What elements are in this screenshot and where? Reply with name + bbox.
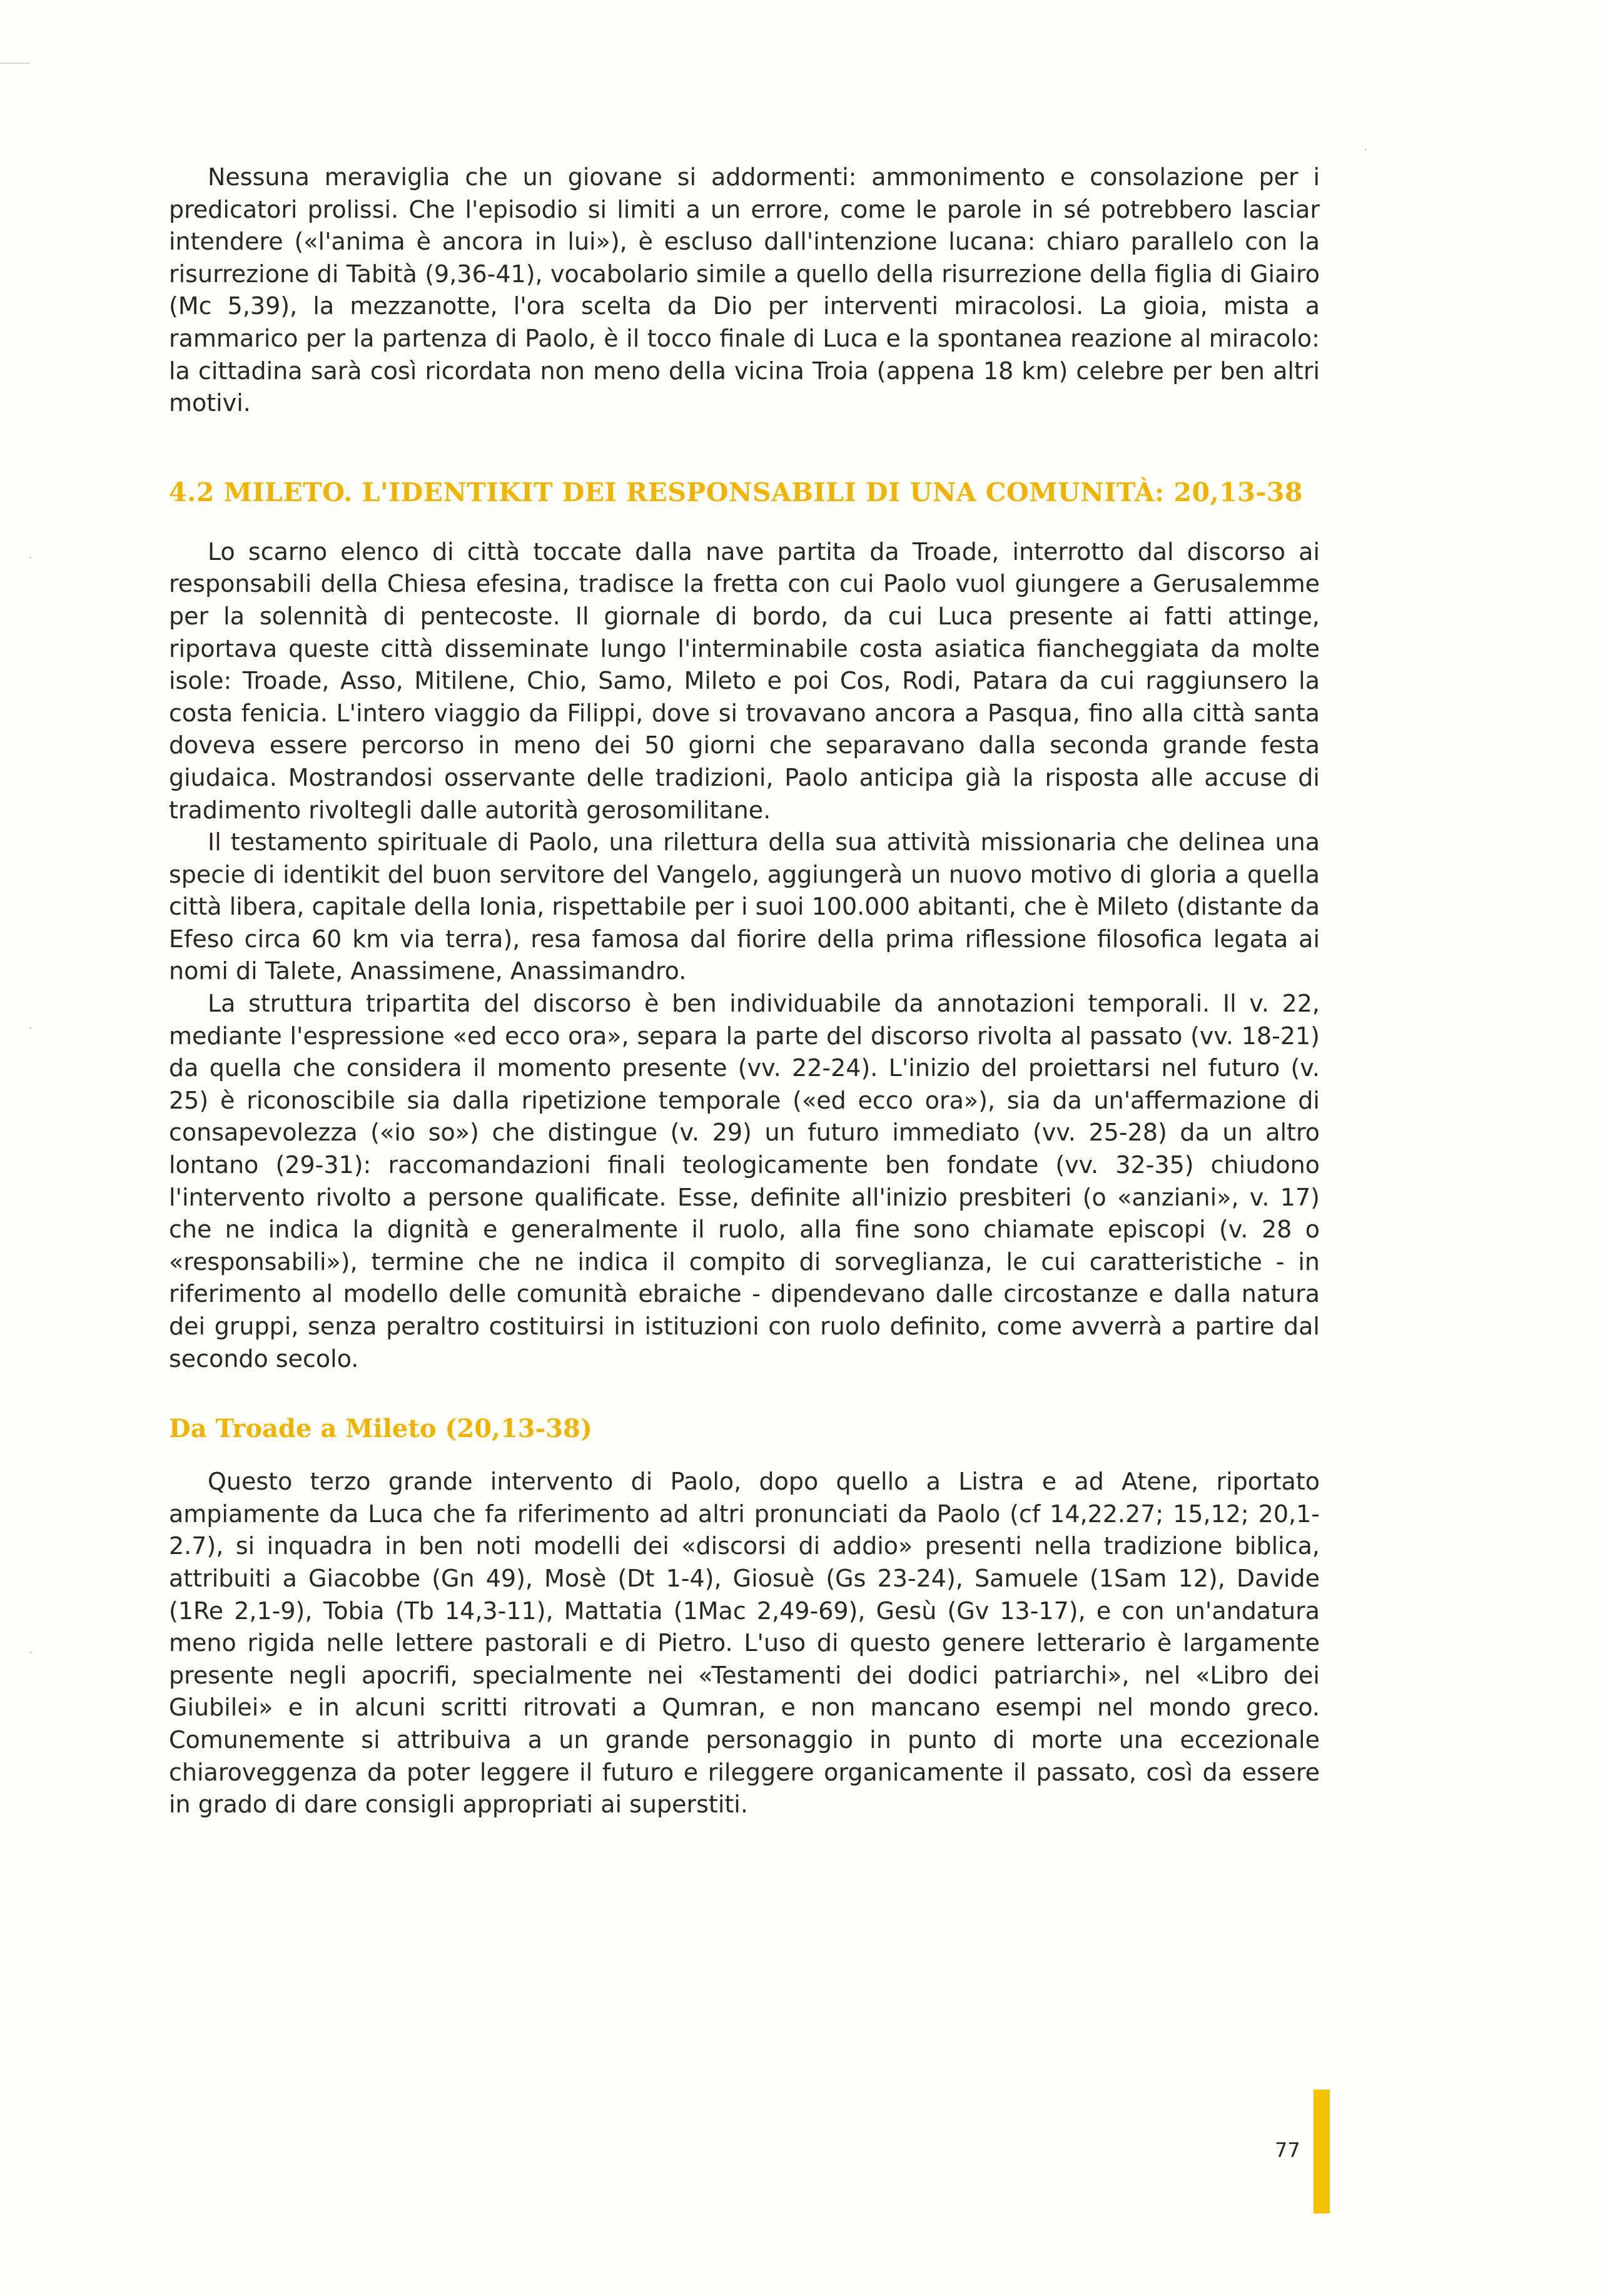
page-number: 77 — [1275, 2138, 1300, 2162]
page-accent-bar — [1314, 2090, 1330, 2213]
speck: · — [28, 1021, 33, 1037]
paragraph-section-1: Lo scarno elenco di città toccate dalla nave partita da Troade, interrotto dal discorso ai responsabili della Chiesa efesina, tradisce la fretta con cui Paolo vuol giungere a Gerusalemme per la solennità di pentecoste. Il giornale di bordo, da cui Luca presente ai fatti attinge, riportava queste città disseminate lungo l'interminabile costa asiatica fiancheggiata da molte isole: Troade, Asso, Mitilene, Chio, Samo, Mileto e poi Cos, Rodi, Patara da cui raggiunsero la costa fenicia. L'intero viaggio da Filippi, dove si trovavano ancora a Pasqua, fino alla città santa doveva essere percorso in meno dei 50 giorni che separavano dalla seconda grande festa giudaica. Mostrandosi osservante delle tradizioni, Paolo anticipa già la risposta alle accuse di tradimento rivoltegli dalle autorità gerosomilitane. — [169, 537, 1320, 824]
paragraph-sub-1: Questo terzo grande intervento di Paolo, dopo quello a Listra e ad Atene, riportato ampiamente da Luca che fa riferimento ad altri pronunciati da Paolo (cf 14,22.27; 15,12; 20,1-2.7), si inquadra in ben noti modelli dei «discorsi di addio» presenti nella tradizione biblica, attribuiti a Giacobbe (Gn 49), Mosè (Dt 1-4), Giosuè (Gs 23-24), Samuele (1Sam 12), Davide (1Re 2,1-9), Tobia (Tb 14,3-11), Mattatia (1Mac 2,49-69), Gesù (Gv 13-17), e con un'andatura meno rigida nelle lettere pastorali e di Pietro. L'uso di questo genere letterario è largamente presente negli apocrifi, specialmente nei «Testamenti dei dodici patriarchi», nel «Libro dei Giubilei» e in alcuni scritti ritrovati a Qumran, e non mancano esempi nel mondo greco. Comunemente si attribuiva a un grande personaggio in punto di morte una eccezionale chiaroveggenza da poter leggere il futuro e rileggere organicamente il passato, così da essere in grado di dare consigli appropriati ai superstiti. — [169, 1468, 1320, 1819]
speck: · — [1364, 143, 1368, 158]
paragraph-section-3: La struttura tripartita del discorso è ben individuabile da annotazioni temporali. Il v. 22, mediante l'espressione «ed ecco ora», separa la parte del discorso rivolta al passato (vv. 18-21) da quella che considera il momento presente (vv. 22-24). L'inizio del proiettarsi nel futuro (v. 25) è riconoscibile sia dalla ripetizione temporale («ed ecco ora»), sia da un'affermazione di consapevolezza («io so») che distingue (v. 29) un futuro immediato (vv. 25-28) da un altro lontano (29-31): raccomandazioni finali teologicamente ben fondate (vv. 32-35) chiudono l'intervento rivolto a persone qualificate. Esse, definite all'inizio presbiteri (o «anziani», v. 17) che ne indica la dignità e generalmente il ruolo, alla fine sono chiamate episcopi (v. 28 o «responsabili»), termine che ne indica il compito di sorveglianza, le cui caratteristiche - in riferimento al modello delle comunità ebraiche - dipendevano dalle circostanze e dalla natura dei gruppi, senza peraltro costituirsi in istituzioni con ruolo definito, come avverrà a partire dal secondo secolo. — [169, 990, 1320, 1373]
paragraph-section-2: Il testamento spirituale di Paolo, una rilettura della sua attività missionaria che delinea una specie di identikit del buon servitore del Vangelo, aggiungerà un nuovo motivo di gloria a quella città libera, capitale della Ionia, rispettabile per i suoi 100.000 abitanti, che è Mileto (distante da Efeso circa 60 km via terra), resa famosa dal fiorire della prima riflessione filosofica legata ai nomi di Talete, Anassimene, Anassimandro. — [169, 828, 1320, 985]
main-text — [169, 161, 1320, 1821]
speck: · — [28, 1645, 33, 1661]
speck: · — [28, 551, 33, 566]
paragraph-intro: Nessuna meraviglia che un giovane si addormenti: ammonimento e consolazione per i predicatori prolissi. Che l'episodio si limiti a un errore, come le parole in sé potrebbero lasciar intendere («l'anima è ancora in lui»), è escluso dall'intenzione lucana: chiaro parallelo con la risurrezione di Tabità (9,36-41), vocabolario simile a quello della risurrezione della figlia di Giairo (Mc 5,39), la mezzanotte, l'ora scelta da Dio per interventi miracolosi. La gioia, mista a rammarico per la partenza di Paolo, è il tocco finale di Luca e la spontanea reazione al miracolo: la cittadina sarà così ricordata non meno della vicina Troia (appena 18 km) celebre per ben altri motivi. — [169, 163, 1320, 417]
section-heading: 4.2 MILETO. L'IDENTIKIT DEI RESPONSABILI DI UNA COMUNITÀ: 20,13-38 — [169, 477, 1303, 507]
sub-heading: Da Troade a Mileto (20,13-38) — [169, 1414, 592, 1444]
page-edge-mark — [0, 63, 30, 64]
